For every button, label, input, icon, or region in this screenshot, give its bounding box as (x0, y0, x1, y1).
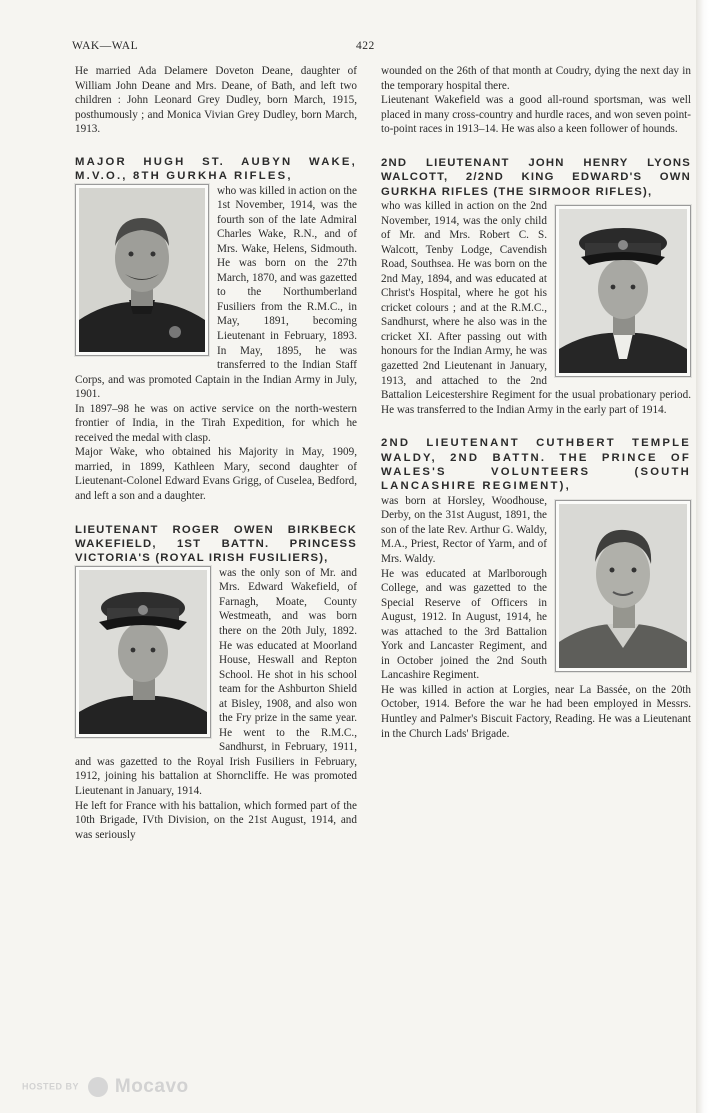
walcott-text-1: who was killed in action on the 2nd November, 1914, was the only child of Mr. and Mrs. Robert C. S. Walcott, Tenby Lodge, Cavendish Road, Southsea. He was born on the 2nd May, 1894, and was educated at Christ's Hospital, where he got his cricket colours ; and at the R.M.C., Sandhurst, where he also was in the cricket XI. After passing out with honours for the Indian Army, he was gazetted 2nd Lieutenant in January, 1913, and attached to the 2nd Battalion Leicestershire Regiment for the usual probationary period. He was transferred to the Indian Army in the early part of 1914. (381, 199, 691, 416)
intro-paragraph: He married Ada Delamere Doveton Deane, daughter of William John Deane and Mrs. Deane, of Bath, and left two children : John Leonard Grey Dudley, born March, 1915, posthumously ; and Monica Vivian Grey Dudley, born March, 1913. (75, 65, 357, 136)
wakefield-text-2: He left for France with his battalion, which formed part of the 10th Brigade, IVth Division, on the 21st August, 1914, and was seriously (75, 799, 357, 841)
wakefield-portrait (75, 566, 211, 738)
page-number: 422 (356, 40, 375, 52)
wakefield-text-3: Lieutenant Wakefield was a good all-round sportsman, was well placed in many cross-country and hurdle races, and won seven point-to-point races in 1913–14. He was also a keen follower of hounds. (381, 94, 691, 136)
wake-text-2: In 1897–98 he was on active service on the north-western frontier of India, in the Tirah Expedition, for which he received the medal with clasp. (75, 402, 357, 444)
watermark-prefix: HOSTED BY (22, 1081, 79, 1092)
wakefield-heading: LIEUTENANT ROGER OWEN BIRKBECK WAKEFIELD, 1ST BATTN. PRINCESS VICTORIA'S (ROYAL IRISH FUSILIERS), (75, 523, 357, 565)
waldy-portrait (555, 500, 691, 672)
wake-heading: MAJOR HUGH ST. AUBYN WAKE, M.V.O., 8TH GURKHA RIFLES, (75, 155, 357, 183)
waldy-text-2: He was educated at Marlborough College, and was gazetted to the Special Reserve of Officers in August, 1912. In August, 1914, he was attached to the 3rd Battalion York and Lancaster Regiment, and in October joined the 2nd South Lancashire Regiment. (381, 567, 547, 682)
wake-portrait (75, 184, 209, 356)
left-column (75, 64, 357, 842)
wakefield-portrait-image (79, 570, 207, 734)
wakefield-text-1: was the only son of Mr. and Mrs. Edward Wakefield, of Farnagh, Moate, County Westmeath, and was born there on the 20th July, 1892. He was educated at Moorland House, Heswall and Repton School. He shot in his school team for the Ashburton Shield at Bisley, 1908, and also won the Fry prize in the same year. He went to the R.M.C., Sandhurst, in February, 1911, and was gazetted to the Royal Irish Fusiliers in February, 1912, joining his battalion at Shorncliffe. He was promoted Lieutenant in January, 1914. (75, 566, 357, 797)
waldy-portrait-image (559, 504, 687, 668)
header-range: WAK—WAL (72, 40, 139, 52)
right-column (381, 64, 691, 741)
wakefield-continued: wounded on the 26th of that month at Coudry, dying the next day in the temporary hospital there. (381, 65, 691, 92)
walcott-portrait (555, 205, 691, 377)
page-edge (696, 0, 709, 1113)
waldy-text-3: He was killed in action at Lorgies, near La Bassée, on the 20th October, 1914. Before the war he had been employed in Messrs. Huntley and Palmer's Biscuit Factory, Reading. He was a Lieutenant in the Church Lads' Brigade. (381, 683, 691, 740)
walcott-heading: 2ND LIEUTENANT JOHN HENRY LYONS WALCOTT, 2/2ND KING EDWARD'S OWN GURKHA RIFLES (THE SIRMOOR RIFLES), (381, 156, 691, 198)
waldy-text-1: was born at Horsley, Woodhouse, Derby, on the 31st August, 1891, the son of the late Rev. Arthur G. Waldy, M.A., Priest, Rector of Yarm, and of Mrs. Waldy. (381, 494, 547, 565)
wake-portrait-image (79, 188, 205, 352)
waldy-heading: 2ND LIEUTENANT CUTHBERT TEMPLE WALDY, 2ND BATTN. THE PRINCE OF WALES'S VOLUNTEERS (SOUTH LANCASHIRE REGIMENT), (381, 437, 691, 493)
running-header (0, 40, 696, 56)
mocavo-logo-icon (88, 1077, 108, 1097)
wake-text-1: who was killed in action on the 1st November, 1914, was the fourth son of the late Admiral Charles Wake, R.N., and of Mrs. Wake, Helens, Sidmouth. He was born on the 27th March, 1870, and was gazetted to the Northumberland Fusiliers from the R.M.C., in May, 1891, becoming Lieutenant in February, 1893. In May, 1895, he was transferred to the Indian Staff Corps, and was promoted Captain in the Indian Army in July, 1901. (75, 184, 357, 401)
hosted-by-watermark (22, 1076, 189, 1098)
wake-text-3: Major Wake, who obtained his Majority in May, 1909, married, in 1899, Kathleen Mary, second daughter of Lieutenant-Colonel Edward Evans Grigg, of Cuselea, Bedford, and left a son and a daughter. (75, 446, 357, 503)
watermark-brand: Mocavo (114, 1076, 189, 1097)
walcott-portrait-image (559, 209, 687, 373)
